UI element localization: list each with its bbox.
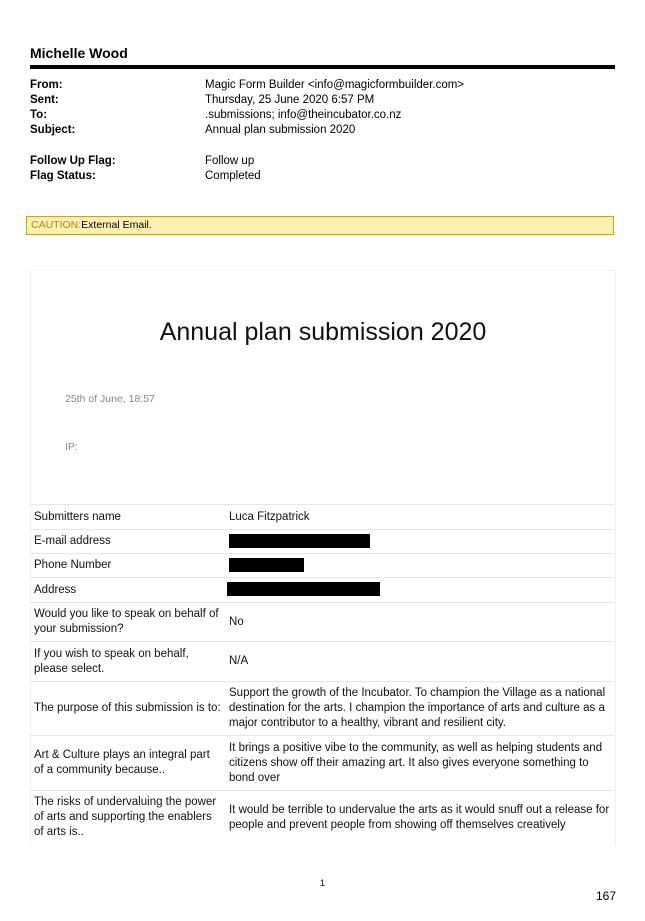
table-row bbox=[30, 554, 614, 578]
flag-value: Follow up bbox=[205, 155, 255, 167]
header-value: .submissions; info@theincubator.co.nz bbox=[205, 109, 402, 121]
submission-fields-table bbox=[30, 504, 614, 845]
field-value bbox=[225, 578, 614, 603]
field-value bbox=[225, 530, 614, 554]
table-row bbox=[30, 682, 614, 736]
sender-name: Michelle Wood bbox=[30, 45, 615, 69]
table-row bbox=[30, 642, 614, 682]
header-from bbox=[30, 78, 615, 93]
field-label: Phone Number bbox=[30, 554, 225, 578]
field-label: Art & Culture plays an integral part of a community because.. bbox=[30, 736, 225, 791]
header-to bbox=[30, 108, 615, 123]
form-title: Annual plan submission 2020 bbox=[159, 318, 487, 346]
table-row bbox=[30, 530, 614, 554]
header-sent bbox=[30, 93, 615, 108]
field-value: It brings a positive vibe to the community, as well as helping students and citizens show off their amazing art. It also gives everyone something to bond over bbox=[225, 736, 614, 791]
caution-banner bbox=[26, 216, 614, 235]
table-row bbox=[30, 603, 614, 642]
header-subject bbox=[30, 123, 615, 138]
field-label: Address bbox=[30, 578, 225, 603]
header-label: From: bbox=[30, 79, 63, 91]
table-row bbox=[30, 578, 614, 603]
header-label: To: bbox=[30, 109, 48, 121]
flag-label: Flag Status: bbox=[30, 170, 96, 182]
field-label: E-mail address bbox=[30, 530, 225, 554]
page-number: 1 bbox=[319, 878, 325, 888]
field-value: It would be terrible to undervalue the arts as it would snuff out a release for people and prevent people from showing off themselves creatively bbox=[225, 791, 614, 845]
header-label: Subject: bbox=[30, 124, 76, 136]
page-reference: 167 bbox=[595, 889, 616, 903]
field-value bbox=[225, 554, 614, 578]
redaction-block bbox=[227, 582, 380, 596]
field-label: Submitters name bbox=[30, 505, 225, 530]
caution-text: External Email. bbox=[81, 219, 152, 231]
field-value: Support the growth of the Incubator. To champion the Village as a national destination for the arts. I champion the importance of arts and culture as a major contributor to a healthy, vibrant and resilient city. bbox=[225, 682, 614, 736]
header-label: Sent: bbox=[30, 94, 59, 106]
submission-date: 25th of June, 18:57 bbox=[65, 393, 155, 405]
field-label: If you wish to speak on behalf, please select. bbox=[30, 642, 225, 682]
field-label: The purpose of this submission is to: bbox=[30, 682, 225, 736]
ip-label: IP: bbox=[65, 441, 78, 453]
email-headers bbox=[30, 78, 615, 184]
flag-label: Follow Up Flag: bbox=[30, 155, 116, 167]
flag-value: Completed bbox=[205, 170, 261, 182]
caution-label: CAUTION: bbox=[31, 219, 82, 231]
flag-status bbox=[30, 169, 615, 184]
table-row bbox=[30, 791, 614, 845]
redaction-block bbox=[229, 534, 370, 548]
field-label: Would you like to speak on behalf of your submission? bbox=[30, 603, 225, 642]
field-label: The risks of undervaluing the power of arts and supporting the enablers of arts is.. bbox=[30, 791, 225, 845]
table-row bbox=[30, 736, 614, 791]
header-value: Annual plan submission 2020 bbox=[205, 124, 356, 136]
table-row bbox=[30, 505, 614, 530]
redaction-block bbox=[229, 558, 304, 572]
follow-up-flag bbox=[30, 154, 615, 169]
field-value: No bbox=[225, 603, 614, 642]
header-value: Thursday, 25 June 2020 6:57 PM bbox=[205, 94, 375, 106]
field-value: Luca Fitzpatrick bbox=[225, 505, 614, 530]
header-value: Magic Form Builder <info@magicformbuilder.com> bbox=[205, 79, 465, 91]
field-value: N/A bbox=[225, 642, 614, 682]
